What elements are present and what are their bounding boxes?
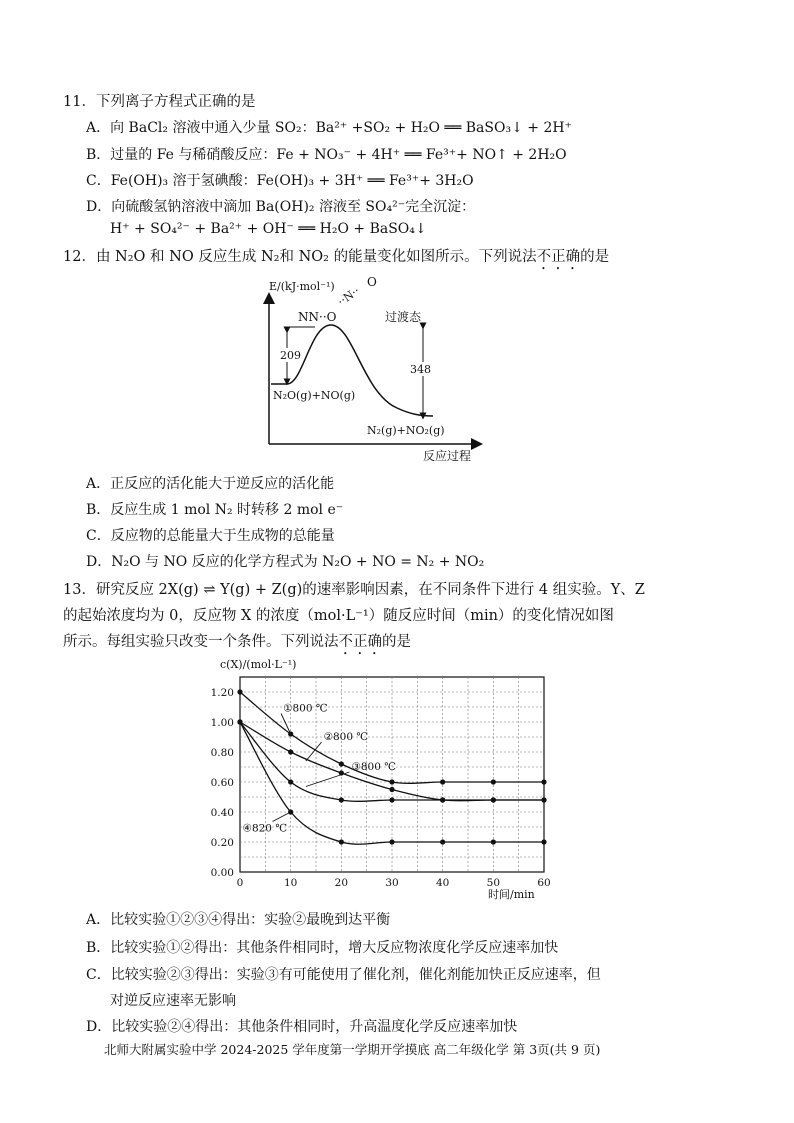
q13-stem-line3 bbox=[63, 630, 411, 658]
data-point bbox=[440, 797, 445, 802]
data-point bbox=[541, 779, 546, 784]
y-axis-label: E/(kJ·mol⁻¹) bbox=[269, 280, 335, 293]
x-tick-label: 30 bbox=[385, 877, 399, 889]
series-label-leader bbox=[306, 772, 350, 787]
forward-ea-value: 209 bbox=[280, 349, 301, 362]
q12-option-a: A．正反应的活化能大于逆反应的活化能 bbox=[86, 476, 335, 492]
series-label: ④820 ℃ bbox=[242, 822, 288, 835]
q13-stem-line1: 13．研究反应 2X(g) ⇌ Y(g) + Z(g)的速率影响因素，在不同条件下进行 4 组实验。Y、Z bbox=[63, 582, 645, 598]
series-label-leader bbox=[306, 742, 322, 761]
x-tick-label: 0 bbox=[236, 877, 244, 889]
q13-stem-line2: 的起始浓度均为 0，反应物 X 的浓度（mol·L⁻¹）随反应时间（min）的变化情况如图 bbox=[63, 608, 614, 624]
y-tick-label: 0.60 bbox=[210, 777, 234, 789]
data-point bbox=[288, 749, 293, 754]
q12-option-c: C．反应物的总能量大于生成物的总能量 bbox=[86, 528, 335, 544]
data-point bbox=[389, 779, 394, 784]
energy-diagram bbox=[255, 268, 495, 468]
data-point bbox=[237, 719, 242, 724]
q13-option-a: A．比较实验①②③④得出：实验②最晚到达平衡 bbox=[86, 912, 391, 928]
data-point bbox=[541, 839, 546, 844]
y-tick-label: 1.20 bbox=[210, 687, 234, 699]
y-tick-label: 1.00 bbox=[210, 717, 234, 729]
data-point bbox=[339, 761, 344, 766]
y-tick-label: 0.20 bbox=[210, 837, 234, 849]
series-label: ②800 ℃ bbox=[323, 731, 369, 743]
x-tick-label: 50 bbox=[486, 877, 501, 889]
y-tick-label: 0.00 bbox=[210, 867, 234, 879]
y-tick-label: 0.40 bbox=[210, 807, 234, 819]
reactants-label: N₂O(g)+NO(g) bbox=[273, 389, 356, 402]
x-tick-label: 10 bbox=[283, 877, 298, 889]
data-point bbox=[440, 839, 445, 844]
x-tick-label: 40 bbox=[435, 877, 450, 889]
q12-option-b: B．反应生成 1 mol N₂ 时转移 2 mol e⁻ bbox=[86, 502, 344, 518]
data-point bbox=[237, 689, 242, 694]
x-axis-label: 反应过程 bbox=[423, 449, 472, 463]
data-point bbox=[389, 797, 394, 802]
q11-stem: 11．下列离子方程式正确的是 bbox=[63, 94, 256, 110]
q13-option-c-continued: 对逆反应速率无影响 bbox=[110, 993, 236, 1009]
q11-option-b: B．过量的 Fe 与稀硝酸反应：Fe + NO₃⁻ + 4H⁺ ══ Fe³⁺+ NO↑ + 2H₂O bbox=[86, 147, 567, 163]
ts-structure-left: NN··O bbox=[298, 310, 337, 324]
series-label-leader bbox=[273, 812, 291, 822]
q11-option-a: A．向 BaCl₂ 溶液中通入少量 SO₂：Ba²⁺ +SO₂ + H₂O ══ BaSO₃↓ + 2H⁺ bbox=[86, 120, 572, 136]
page-footer: 北师大附属实验中学 2024-2025 学年度第一学期开学摸底 高二年级化学 第 3页(共 9 页) bbox=[104, 1042, 601, 1057]
q12-stem-end: 的是 bbox=[580, 249, 610, 265]
q12-stem-emphasis: 不正确 bbox=[536, 249, 581, 265]
q13-stem-end: 的是 bbox=[382, 634, 411, 650]
data-point bbox=[389, 839, 394, 844]
concentration-chart bbox=[190, 655, 570, 900]
q11-option-c: C．Fe(OH)₃ 溶于氢碘酸：Fe(OH)₃ + 3H⁺ ══ Fe³⁺+ 3H₂O bbox=[86, 173, 474, 189]
q13-option-d: D．比较实验②④得出：其他条件相同时，升高温度化学反应速率加快 bbox=[86, 1019, 518, 1035]
q12-option-d: D．N₂O 与 NO 反应的化学方程式为 N₂O + NO = N₂ + NO₂ bbox=[86, 554, 485, 570]
reverse-ea-value: 348 bbox=[410, 363, 431, 376]
energy-curve bbox=[271, 325, 433, 416]
q12-stem-text: 12．由 N₂O 和 NO 反应生成 N₂和 NO₂ 的能量变化如图所示。下列说法 bbox=[63, 249, 537, 265]
data-point bbox=[288, 779, 293, 784]
ts-structure-o: O bbox=[367, 275, 377, 289]
chart-x-label: 时间/min bbox=[488, 888, 535, 900]
data-point bbox=[541, 797, 546, 802]
q13-stem-text: 所示。每组实验只改变一个条件。下列说法 bbox=[63, 634, 339, 650]
data-point bbox=[389, 787, 394, 792]
series-label: ①800 ℃ bbox=[283, 702, 328, 715]
q11-option-d: D．向硫酸氢钠溶液中滴加 Ba(OH)₂ 溶液至 SO₄²⁻完全沉淀： bbox=[86, 199, 476, 215]
ts-structure-right: ··N·· bbox=[335, 284, 363, 309]
data-point bbox=[491, 839, 496, 844]
y-tick-label: 0.80 bbox=[210, 747, 234, 759]
data-point bbox=[339, 797, 344, 802]
data-point bbox=[491, 779, 496, 784]
q11-option-d-equation: H⁺ + SO₄²⁻ + Ba²⁺ + OH⁻ ══ H₂O + BaSO₄↓ bbox=[110, 221, 427, 237]
data-point bbox=[339, 839, 344, 844]
transition-state-label: 过渡态 bbox=[385, 310, 422, 324]
chart-y-label: c(X)/(mol·L⁻¹) bbox=[220, 658, 297, 671]
data-point bbox=[440, 779, 445, 784]
products-label: N₂(g)+NO₂(g) bbox=[367, 424, 445, 437]
q13-option-b: B．比较实验①②得出：其他条件相同时，增大反应物浓度化学反应速率加快 bbox=[86, 940, 559, 956]
data-point bbox=[491, 797, 496, 802]
q13-stem-emphasis: 不正确 bbox=[338, 634, 382, 650]
series-label: ③800 ℃ bbox=[351, 761, 397, 773]
x-tick-label: 20 bbox=[334, 877, 349, 889]
q13-option-c: C．比较实验②③得出：实验③有可能使用了催化剂，催化剂能加快正反应速率，但 bbox=[86, 967, 601, 983]
x-tick-label: 60 bbox=[537, 877, 551, 889]
